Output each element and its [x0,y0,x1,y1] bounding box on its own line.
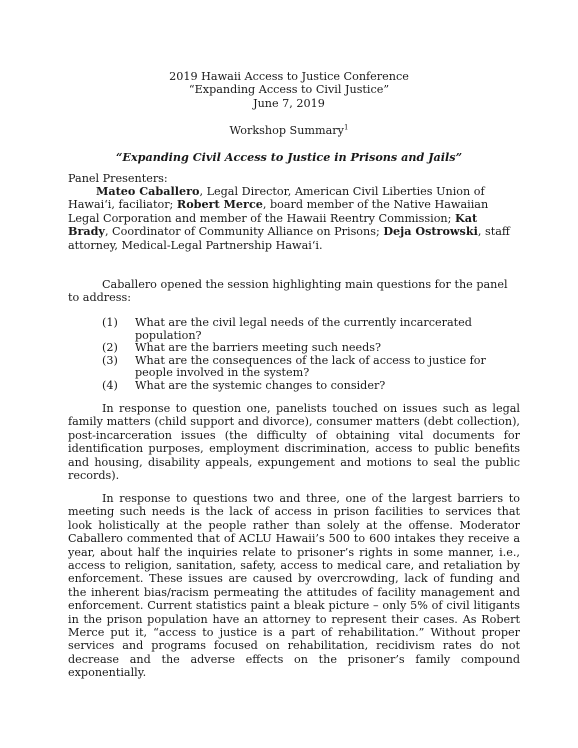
question-number: (2) [102,341,118,355]
workshop-summary-heading [0,124,578,137]
session-title: “Expanding Civil Access to Justice in Prisons and Jails” [115,150,462,164]
intro-paragraph: Caballero opened the session highlighting main questions for the panel to address: [68,278,508,305]
presenter-role: , Coordinator of Community Alliance on Prisons; [104,225,384,239]
list-item [102,342,522,355]
presenter-name: Deja Ostrowski [383,224,478,239]
list-item [102,380,522,393]
footnote-marker: 1 [343,123,349,132]
presenter-role: , board member of the Native Hawaiian Legal Corporation and member of the Hawaii Reentry Commission; [68,198,489,225]
presenter-name: Kat Brady [68,210,478,239]
presenter-name: Robert Merce [176,197,263,212]
presenter-role: , staff attorney, Medical-Legal Partnership Hawaiʻi. [68,225,510,252]
list-item [102,317,522,342]
body-paragraph: In response to questions two and three, one of the largest barriers to meeting such needs is the lack of access in prison facilities to services that look holistically at the people rather than solely at the offense. Moderator Caballero commented that of ACLU Hawaii’s 500 to 600 intakes they receive a year, about half the inquiries relate to prisoner’s rights in some manner, i.e., access to religion, sanitation, safety, access to medical care, and retaliation by enforcement. These issues are caused by overcrowding, lack of funding and the inherent bias/racism permeating the attitudes of facility management and enforcement. Current statistics paint a bleak picture – only 5% of civil litigants in the prison population have an attorney to represent their cases. As Robert Merce put it, “access to justice is a part of rehabilitation.” Without proper services and programs focused on rehabilitation, recidivism rates do not decrease and the adverse effects on the prisoner’s family compound exponentially. [68,492,520,680]
conference-name: 2019 Hawaii Access to Justice Conference [169,70,409,83]
question-number: (1) [102,316,118,329]
conference-theme: “Expanding Access to Civil Justice” [188,83,390,97]
question-text: What are the consequences of the lack of access to justice for people involved in the system? [135,353,486,380]
panel-presenters-label: Panel Presenters: [68,172,168,185]
workshop-summary-label: Workshop Summary [229,124,344,137]
question-text: What are the civil legal needs of the currently incarcerated population? [135,316,472,342]
panel-presenters-list [68,185,516,252]
presenter-role: , Legal Director, American Civil Liberties Union of Hawaiʻi, faciliator; [68,185,485,212]
question-number: (4) [102,378,118,392]
conference-header [0,70,578,110]
list-item [102,355,522,380]
question-text: What are the barriers meeting such needs? [135,341,382,355]
body-paragraph: In response to question one, panelists touched on issues such as legal family matters (child support and divorce), consumer matters (debt collection), post-incarceration issues (the difficulty of obtaining vital documents for identification purposes, employment discrimination, access to public benefits and housing, disability appeals, expungement and motions to seal the public records). [68,402,520,483]
presenter-name: Mateo Caballero [96,184,200,198]
question-text: What are the systemic changes to consider? [135,378,386,392]
conference-date: June 7, 2019 [253,96,325,110]
question-list [102,317,522,393]
question-number: (3) [102,353,118,367]
